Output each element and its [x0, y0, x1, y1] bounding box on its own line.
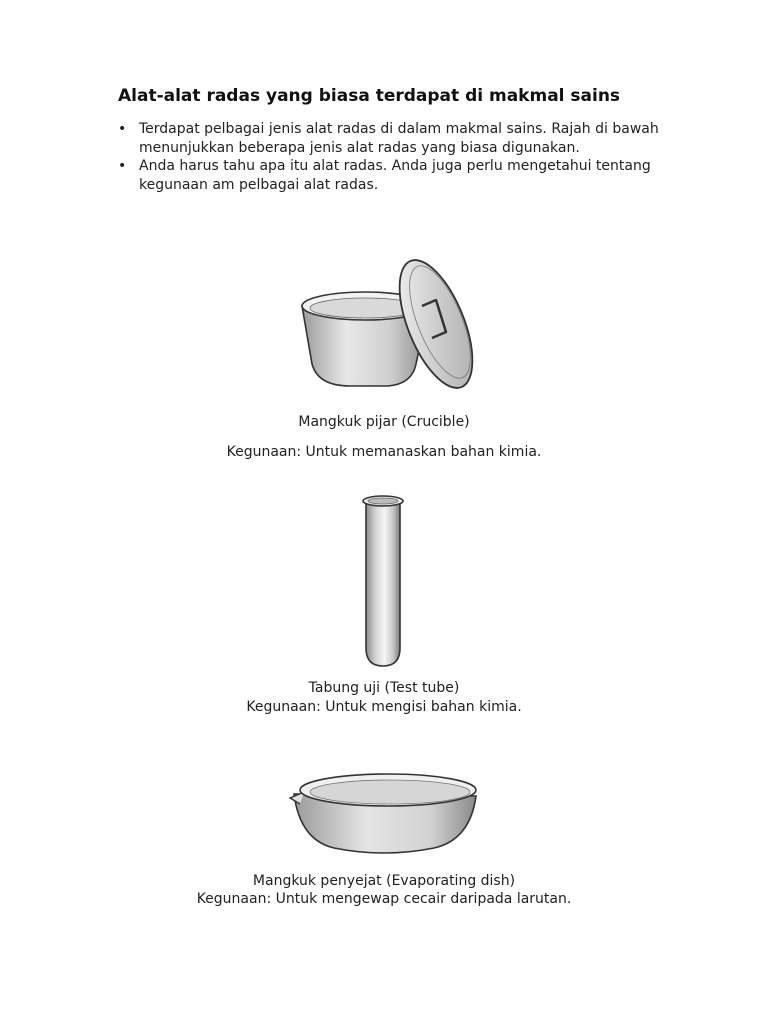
evaporating-dish-illustration — [284, 760, 484, 860]
evaporating-dish-name: Mangkuk penyejat (Evaporating dish) — [252, 873, 516, 889]
bullet-text: Anda harus tahu apa itu alat radas. Anda juga perlu mengetahui tentang kegunaan am pelbagai alat radas. — [139, 158, 651, 193]
bullet-icon: • — [118, 158, 127, 174]
bullet-item — [118, 157, 678, 194]
evaporating-dish-use: Kegunaan: Untuk mengewap cecair daripada larutan. — [196, 891, 572, 907]
crucible-use: Kegunaan: Untuk memanaskan bahan kimia. — [226, 444, 542, 460]
bullet-item — [118, 120, 678, 157]
crucible-name: Mangkuk pijar (Crucible) — [298, 414, 470, 430]
bullet-icon: • — [118, 121, 127, 137]
test-tube-name: Tabung uji (Test tube) — [308, 680, 460, 696]
bullet-text: Terdapat pelbagai jenis alat radas di dalam makmal sains. Rajah di bawah menunjukkan beberapa jenis alat radas yang biasa digunakan. — [139, 121, 659, 156]
test-tube-use: Kegunaan: Untuk mengisi bahan kimia. — [246, 699, 522, 715]
intro-bullet-list — [118, 120, 678, 194]
page-title: Alat-alat radas yang biasa terdapat di makmal sains — [118, 86, 621, 106]
test-tube-illustration — [350, 492, 416, 672]
crucible-illustration — [288, 246, 488, 396]
